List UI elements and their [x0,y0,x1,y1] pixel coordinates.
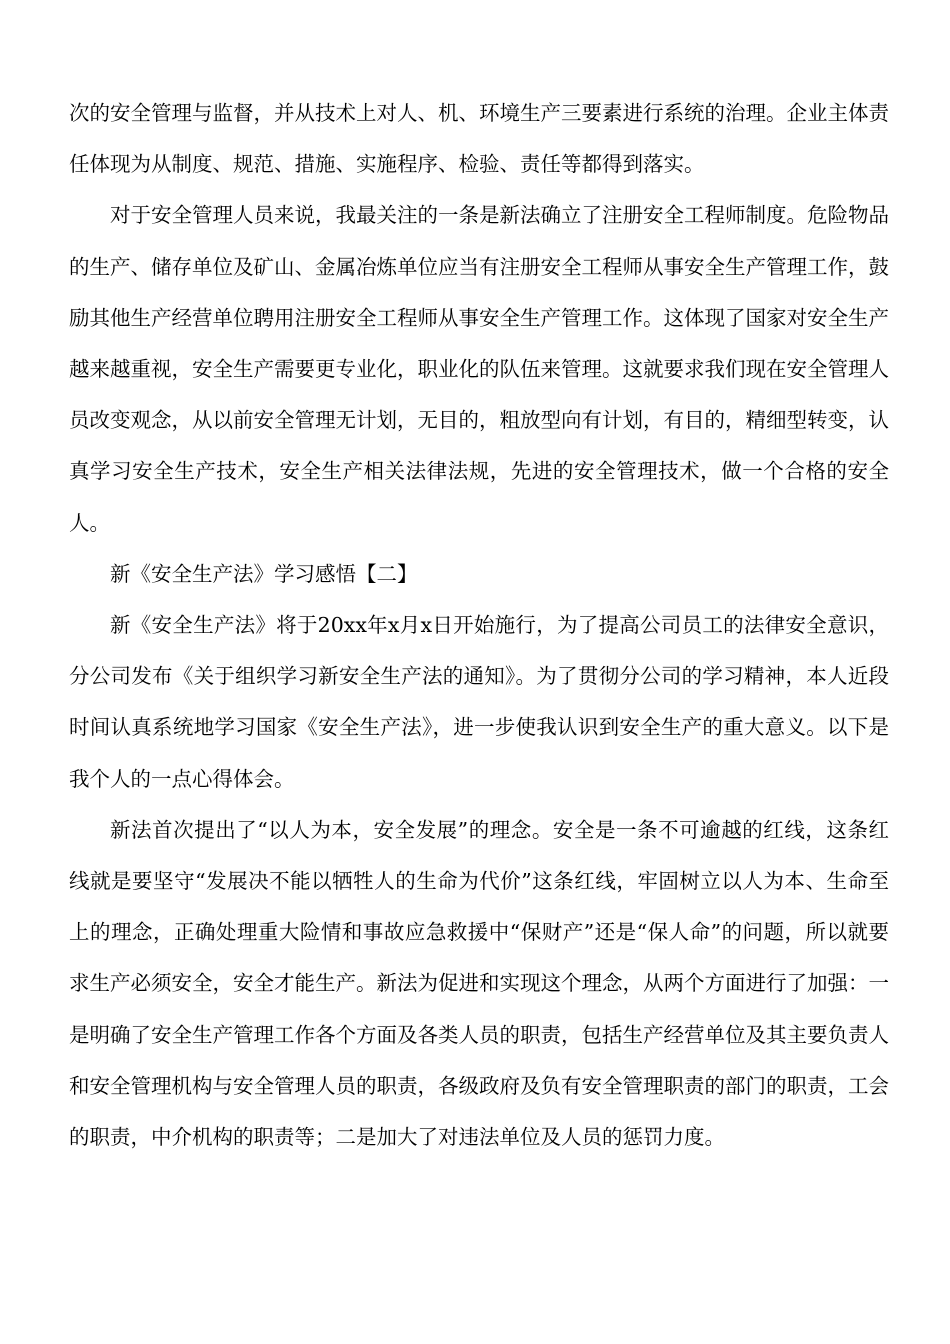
paragraph-safety-engineer: 对于安全管理人员来说，我最关注的一条是新法确立了注册安全工程师制度。危险物品的生产、储存单位及矿山、金属冶炼单位应当有注册安全工程师从事安全生产管理工作，鼓励其他生产经营单位聘用注册安全工程师从事安全生产管理工作。这体现了国家对安全生产越来越重视，安全生产需要更专业化，职业化的队伍来管理。这就要求我们现在安全管理人员改变观念，从以前安全管理无计划，无目的，粗放型向有计划，有目的，精细型转变，认真学习安全生产技术，安全生产相关法律法规，先进的安全管理技术，做一个合格的安全人。 [69,203,889,535]
document-body [69,88,889,1163]
paragraph-law-implementation: 新《安全生产法》将于20xx年x月x日开始施行，为了提高公司员工的法律安全意识，分公司发布《关于组织学习新安全生产法的通知》。为了贯彻分公司的学习精神，本人近段时间认真系统地学习国家《安全生产法》，进一步使我认识到安全生产的重大意义。以下是我个人的一点心得体会。 [69,613,889,791]
paragraph-people-oriented: 新法首次提出了“以人为本，安全发展”的理念。安全是一条不可逾越的红线，这条红线就是要坚守“发展决不能以牺牲人的生命为代价”这条红线，牢固树立以人为本、生命至上的理念，正确处理重大险情和事故应急救援中“保财产”还是“保人命”的问题，所以就要求生产必须安全，安全才能生产。新法为促进和实现这个理念，从两个方面进行了加强：一是明确了安全生产管理工作各个方面及各类人员的职责，包括生产经营单位及其主要负责人和安全管理机构与安全管理人员的职责，各级政府及负有安全管理职责的部门的职责，工会的职责，中介机构的职责等；二是加大了对违法单位及人员的惩罚力度。 [69,817,889,1150]
paragraph-continuation: 次的安全管理与监督，并从技术上对人、机、环境生产三要素进行系统的治理。企业主体责任体现为从制度、规范、措施、实施程序、检验、责任等都得到落实。 [69,101,889,177]
section-heading: 新《安全生产法》学习感悟【二】 [110,561,418,586]
